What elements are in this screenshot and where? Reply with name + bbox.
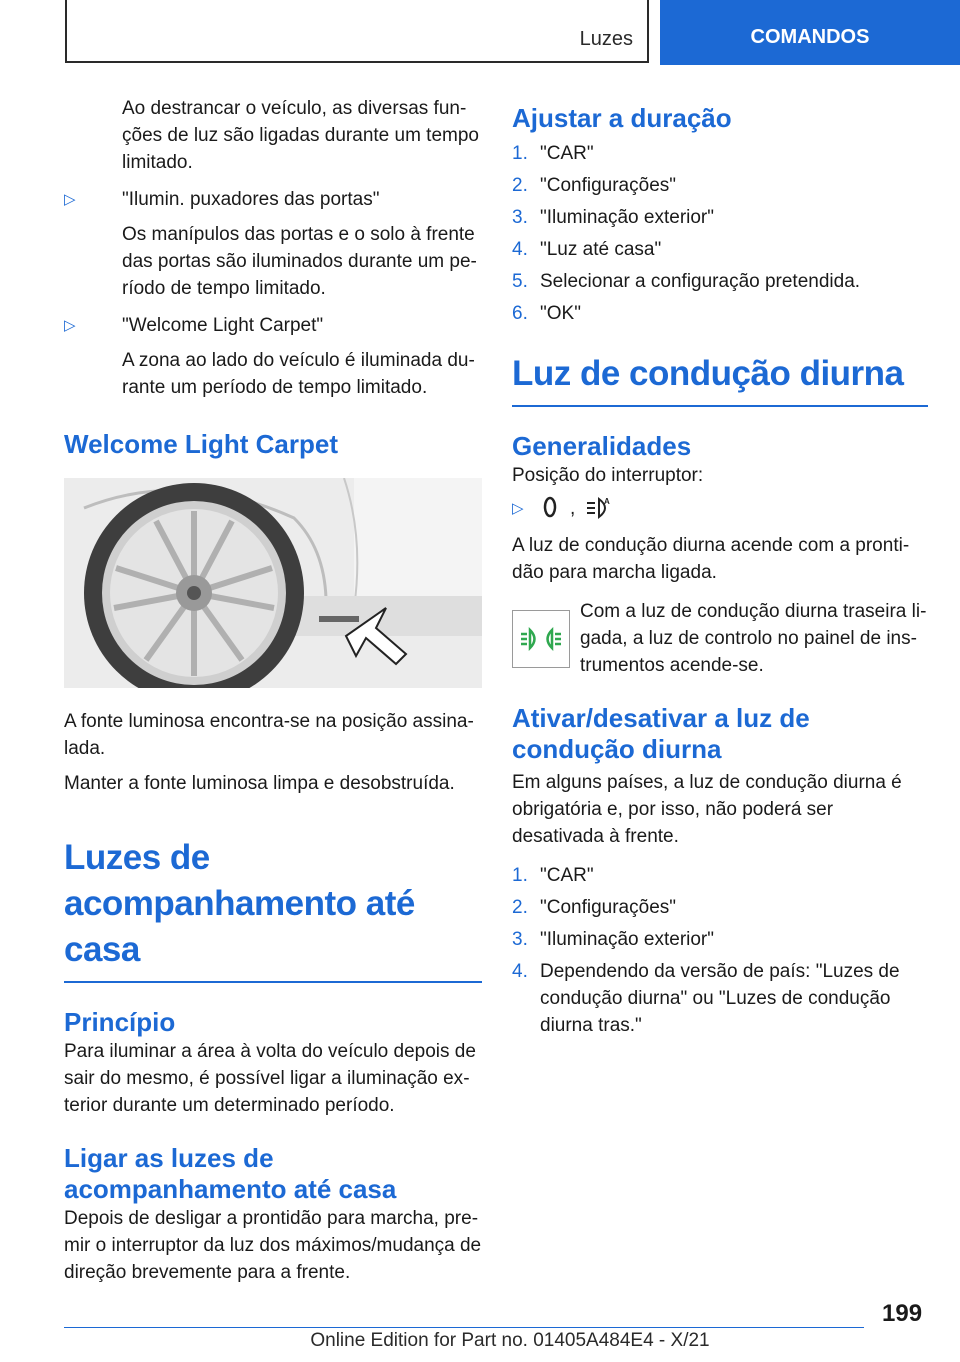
list-item: 5. Selecionar a configuração pretendida. xyxy=(512,271,861,292)
chapter-tab[interactable]: COMANDOS xyxy=(660,0,960,65)
ligar-text: Depois de desligar a prontidão para marcha, premir o interruptor da luz dos máximos/mudança de direção brevemente para a frente. xyxy=(64,1208,482,1283)
posicao-text: Posição do interruptor: xyxy=(512,465,704,486)
title-rule xyxy=(512,405,928,407)
drl-text: A luz de condução diurna acende com a prontidão para marcha ligada. xyxy=(512,535,910,583)
separator-text: , xyxy=(570,498,576,519)
list-item: 3. "Iluminação exterior" xyxy=(512,207,715,228)
triangle-bullet-icon: ▷ xyxy=(64,317,76,334)
bullet-item xyxy=(64,312,482,401)
intro-text: Ao destrancar o veículo, as diversas funções de luz são ligadas durante um tempo limitado. xyxy=(122,98,479,173)
list-item: 4. "Luz até casa" xyxy=(512,239,662,260)
list-item: 2. "Configurações" xyxy=(512,897,677,918)
ajustar-heading: Ajustar a duração xyxy=(512,103,732,133)
note-text: Com a luz de condução diurna traseira ligada, a luz de controlo no painel de instrumentos acende-se. xyxy=(580,601,927,676)
triangle-bullet-icon: ▷ xyxy=(512,500,524,517)
ativar-text: Em alguns países, a luz de condução diurna é obrigatória e, por isso, não poderá ser desativada à frente. xyxy=(512,772,902,847)
ativar-steps xyxy=(512,862,928,1039)
right-column xyxy=(512,95,928,1044)
follow-me-home-title: Luzes de acompanhamento até casa xyxy=(64,838,415,969)
bullet-text: Os manípulos das portas e o solo à frente das portas são iluminados durante um período de tempo limitado. xyxy=(122,224,477,299)
indicator-note xyxy=(512,598,928,679)
generalidades-heading: Generalidades xyxy=(512,431,692,461)
list-item: 6. "OK" xyxy=(512,303,581,324)
auto-headlight-icon xyxy=(585,495,615,526)
edition-text: Online Edition for Part no. 01405A484E4 - X/21 xyxy=(310,1330,710,1351)
wheel-illustration xyxy=(64,478,482,688)
drl-indicator-icon xyxy=(512,610,570,668)
list-item: 1. "CAR" xyxy=(512,865,594,886)
list-item: 2. "Configurações" xyxy=(512,175,677,196)
wlc-paragraph-2: Manter a fonte luminosa limpa e desobstruída. xyxy=(64,773,455,794)
ajustar-steps xyxy=(512,140,928,327)
principio-heading: Princípio xyxy=(64,1007,176,1037)
title-rule xyxy=(64,981,482,983)
principio-text: Para iluminar a área à volta do veículo depois de sair do mesmo, é possível ligar a iluminação exterior durante um determinado período. xyxy=(64,1041,476,1116)
ativar-heading: Ativar/desativar a luz de condução diurna xyxy=(512,703,810,764)
section-title: Luzes xyxy=(579,28,633,50)
switch-position-row xyxy=(512,495,928,526)
list-item: 3. "Iluminação exterior" xyxy=(512,929,715,950)
left-column xyxy=(64,95,482,1286)
bullet-item xyxy=(64,186,482,302)
bullet-text: A zona ao lado do veículo é iluminada durante um período de tempo limitado. xyxy=(122,350,475,398)
ligar-heading: Ligar as luzes de acompanhamento até casa xyxy=(64,1143,397,1204)
drl-title: Luz de condução diurna xyxy=(512,354,904,393)
list-item: 4. Dependendo da versão de país: "Luzes de condução diurna" ou "Luzes de condução diurna tras." xyxy=(512,961,900,1036)
welcome-light-carpet-heading: Welcome Light Carpet xyxy=(64,429,339,459)
switch-off-icon xyxy=(540,495,560,526)
wlc-paragraph-1: A fonte luminosa encontra-se na posição assinalada. xyxy=(64,711,474,759)
page-number: 199 xyxy=(882,1300,923,1327)
svg-text:A: A xyxy=(604,497,611,506)
triangle-bullet-icon: ▷ xyxy=(64,191,76,208)
bullet-title: "Ilumin. puxadores das portas" xyxy=(122,189,380,210)
header-box xyxy=(65,0,649,63)
footer-rule xyxy=(64,1327,864,1328)
list-item: 1. "CAR" xyxy=(512,143,594,164)
bullet-title: "Welcome Light Carpet" xyxy=(122,315,324,336)
